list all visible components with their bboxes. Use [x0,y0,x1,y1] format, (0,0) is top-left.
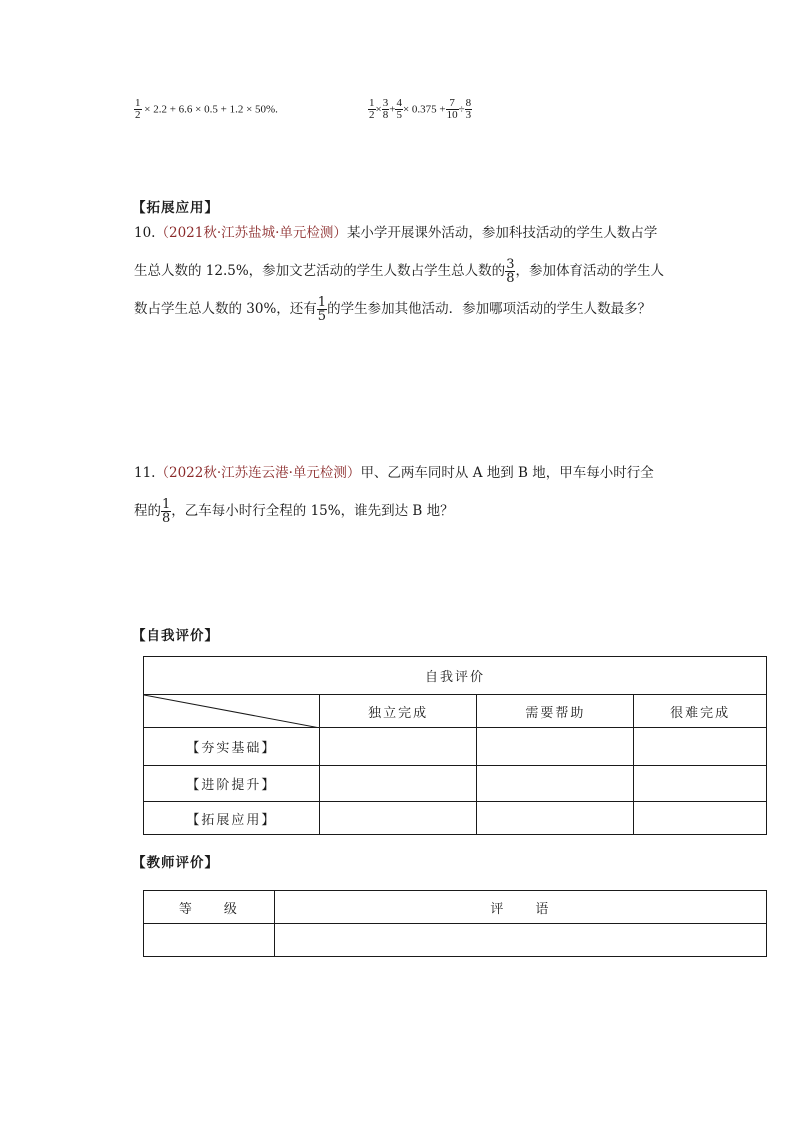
row-label-basic: 【夯实基础】 [144,728,320,766]
fraction: $\frac{7}{10}$ [446,97,458,121]
formula-left [134,98,278,121]
grade-header: 等 级 [144,891,275,924]
problem-11 [134,454,664,530]
problem-text: 甲、乙两车同时从 A 地到 B 地，甲车每小时行全程的 [134,465,654,519]
eval-cell[interactable] [634,802,767,835]
problem-number: 10. [134,225,156,241]
eval-cell[interactable] [319,802,477,835]
diagonal-header-cell [144,695,320,728]
eval-cell[interactable] [477,728,634,766]
problem-text: ，参加体育活动的学生人数占学生总人数的 30%，还有 [134,263,664,317]
fraction: $\frac{1}{2}$ [135,97,141,121]
problem-source: （2022秋·江苏连云港·单元检测） [155,465,361,481]
eval-cell[interactable] [477,766,634,802]
comment-header: 评 语 [274,891,766,924]
section-title-self: 【自我评价】 [132,628,219,644]
eval-cell[interactable] [634,728,767,766]
fraction: $\frac{8}{3}$ [465,97,472,121]
problem-10 [134,214,664,328]
fraction: $\frac{1}{8}$ [162,497,171,526]
section-title-teacher: 【教师评价】 [132,855,219,871]
formula-right: $\frac{1}{2}$ × $\frac{3}{8}$ + $\frac{4}{5}$ × 0.375 + $\frac{7}{10}$ ÷ $\frac{8}{3}$ [369,97,472,121]
problem-text: 某小学开展课外活动，参加科技活动的学生人数占学生总人数的 12.5%，参加文艺活动的学生人数占学生总人数的 [134,225,658,279]
section-title-extend: 【拓展应用】 [132,200,219,216]
problem-text: ，乙车每小时行全程的 15%，谁先到达 B 地？ [171,503,454,519]
fraction: $\frac{4}{5}$ [396,97,402,121]
col-independent: 独立完成 [319,695,477,728]
row-label-extend: 【拓展应用】 [144,802,320,835]
eval-cell[interactable] [634,766,767,802]
fraction: $\frac{3}{8}$ [382,97,389,121]
eval-cell[interactable] [319,728,477,766]
grade-cell[interactable] [144,924,275,957]
fraction: $\frac{1}{5}$ [317,295,327,324]
eval-cell[interactable] [477,802,634,835]
eval-cell[interactable] [319,766,477,802]
self-eval-title: 自我评价 [144,657,767,695]
fraction: $\frac{3}{8}$ [506,257,515,286]
comment-cell[interactable] [274,924,766,957]
col-difficult: 很难完成 [634,695,767,728]
teacher-eval-table [143,890,767,957]
problem-number: 11. [134,465,156,481]
col-need-help: 需要帮助 [477,695,634,728]
formula-left-tail: × 2.2 + 6.6 × 0.5 + 1.2 × 50%. [144,103,278,116]
problem-text: 的学生参加其他活动．参加哪项活动的学生人数最多？ [327,301,652,317]
diagonal-line [144,695,320,728]
self-eval-table [143,656,767,835]
problem-source: （2021秋·江苏盐城·单元检测） [155,225,347,241]
row-label-advanced: 【进阶提升】 [144,766,320,802]
fraction: $\frac{1}{2}$ [369,97,375,121]
